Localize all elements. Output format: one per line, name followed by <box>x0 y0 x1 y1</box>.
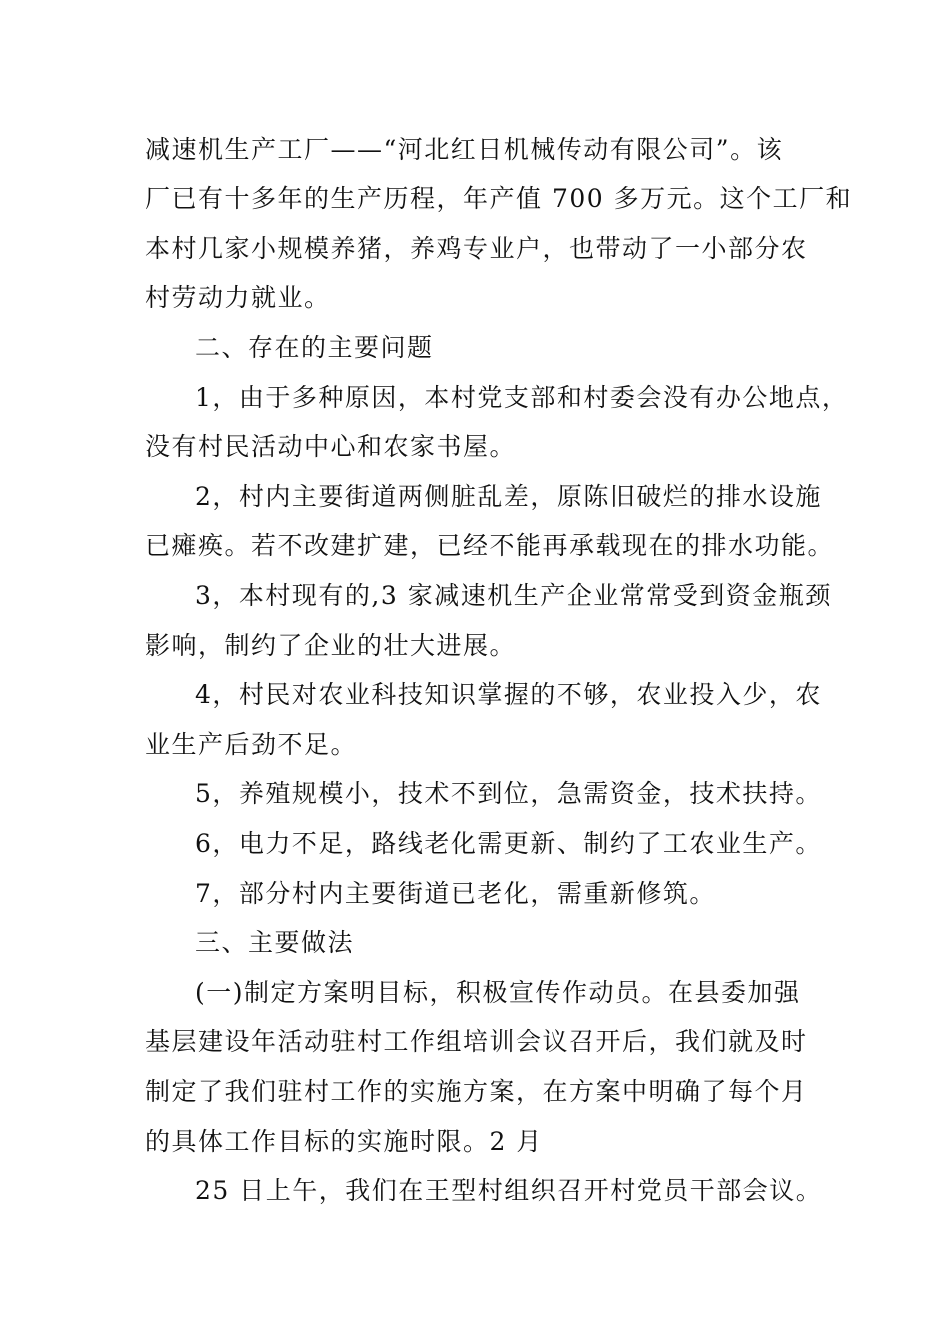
text-line: 村劳动力就业。 <box>145 283 331 312</box>
text-line: 25 日上午，我们在王型村组织召开村党员干部会议。 <box>195 1176 823 1205</box>
text-line: 基层建设年活动驻村工作组培训会议召开后，我们就及时 <box>145 1027 808 1056</box>
text-line: 减速机生产工厂——“河北红日机械传动有限公司”。该 <box>145 135 784 164</box>
text-line: 的具体工作目标的实施时限。2 月 <box>145 1127 543 1156</box>
list-item: 6，电力不足，路线老化需更新、制约了工农业生产。 <box>195 829 822 858</box>
list-item: 2，村内主要街道两侧脏乱差，原陈旧破烂的排水设施 <box>195 482 822 511</box>
list-item: 3，本村现有的,3 家减速机生产企业常常受到资金瓶颈 <box>195 581 832 610</box>
list-item: 1，由于多种原因，本村党支部和村委会没有办公地点， <box>195 383 849 412</box>
list-item: 5，养殖规模小，技术不到位，急需资金，技术扶持。 <box>195 779 822 808</box>
text-line: (一)制定方案明目标，积极宣传作动员。在县委加强 <box>195 978 801 1007</box>
text-line: 制定了我们驻村工作的实施方案，在方案中明确了每个月 <box>145 1077 808 1106</box>
section-heading: 二、存在的主要问题 <box>195 333 434 362</box>
text-line: 影响，制约了企业的壮大进展。 <box>145 631 517 660</box>
list-item: 4，村民对农业科技知识掌握的不够，农业投入少，农 <box>195 680 822 709</box>
text-line: 没有村民活动中心和农家书屋。 <box>145 432 517 461</box>
text-line: 业生产后劲不足。 <box>145 730 358 759</box>
text-line: 本村几家小规模养猪，养鸡专业户，也带动了一小部分农 <box>145 234 808 263</box>
text-line: 厂已有十多年的生产历程，年产值 700 多万元。这个工厂和 <box>145 184 853 213</box>
section-heading: 三、主要做法 <box>195 928 355 957</box>
text-line: 已瘫痪。若不改建扩建，已经不能再承载现在的排水功能。 <box>145 531 835 560</box>
list-item: 7，部分村内主要街道已老化，需重新修筑。 <box>195 879 716 908</box>
